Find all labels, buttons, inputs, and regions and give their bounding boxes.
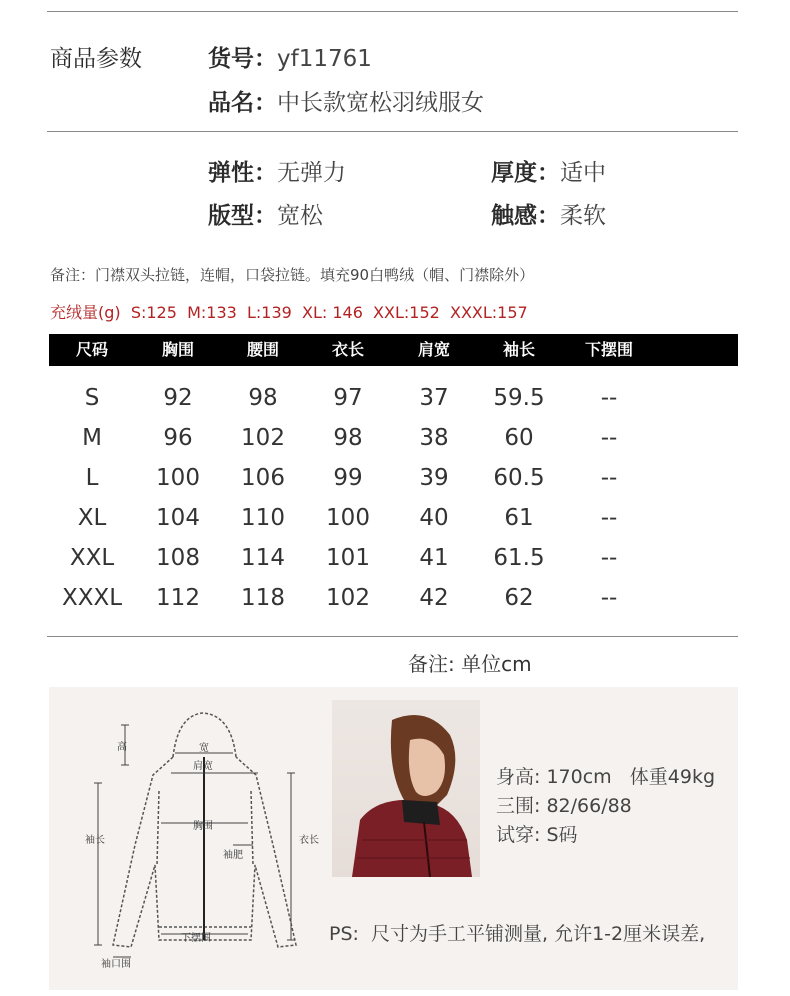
- attr-touch-value: 柔软: [560, 203, 606, 229]
- attr-elasticity: [208, 154, 346, 187]
- attr-fit-key: 版型：: [208, 203, 277, 229]
- table-cell: M: [82, 425, 102, 451]
- product-name-value: 中长款宽松羽绒服女: [277, 90, 484, 116]
- table-cell: XL: [77, 505, 107, 531]
- table-cell: 61: [504, 505, 534, 531]
- table-cell: XXL: [69, 545, 115, 571]
- diagram-label-shoulder: 肩宽: [193, 761, 213, 772]
- table-row: [49, 418, 738, 458]
- table-cell: 62: [504, 585, 534, 611]
- table-cell: 61.5: [493, 545, 545, 571]
- table-cell: 42: [419, 585, 449, 611]
- table-cell: 106: [241, 465, 285, 491]
- attr-thickness: [491, 154, 606, 187]
- diagram-label-hood-height: 高: [117, 742, 127, 753]
- params-section-label: 商品参数: [50, 46, 142, 72]
- table-divider: [47, 636, 738, 637]
- product-name: [208, 84, 484, 117]
- table-cell: --: [600, 385, 618, 411]
- table-cell: S: [84, 385, 100, 411]
- table-row: [49, 578, 738, 618]
- fill-weight-line: 充绒量(g) S:125 M:133 L:139 XL: 146 XXL:152 XXXL:157: [50, 303, 528, 322]
- table-cell: 96: [163, 425, 193, 451]
- attr-thickness-value: 适中: [560, 160, 606, 186]
- diagram-label-hem: 下摆围: [181, 933, 211, 944]
- table-cell: 102: [241, 425, 285, 451]
- table-row: [49, 538, 738, 578]
- th-chest: 胸围: [161, 340, 194, 359]
- measurement-disclaimer: PS: 尺寸为手工平铺测量, 允许1-2厘米误差,: [329, 923, 706, 945]
- diagram-label-sleeve: 袖长: [85, 835, 105, 846]
- table-cell: 108: [156, 545, 200, 571]
- table-cell: 99: [333, 465, 363, 491]
- diagram-label-chest: 胸围: [193, 821, 213, 832]
- attr-elasticity-key: 弹性：: [208, 160, 277, 186]
- params-divider: [47, 131, 738, 132]
- product-note: 备注：门襟双头拉链，连帽，口袋拉链。填充90白鸭绒（帽、门襟除外）: [50, 266, 535, 284]
- attr-fit-value: 宽松: [277, 203, 323, 229]
- th-waist: 腰围: [246, 340, 279, 359]
- model-height-weight: 身高: 170cm 体重49kg: [496, 766, 716, 788]
- table-cell: 98: [248, 385, 278, 411]
- model-photo: [332, 700, 480, 877]
- size-table-header: [49, 334, 738, 366]
- attr-thickness-key: 厚度：: [491, 160, 560, 186]
- table-cell: --: [600, 465, 618, 491]
- table-cell: 92: [163, 385, 193, 411]
- table-cell: --: [600, 425, 618, 451]
- table-cell: 100: [326, 505, 370, 531]
- measurement-diagram: [73, 695, 343, 985]
- diagram-label-cuff: 袖口围: [101, 959, 131, 970]
- th-sleeve: 袖长: [502, 340, 535, 359]
- attr-fit: [208, 197, 323, 230]
- table-cell: L: [85, 465, 99, 491]
- diagram-label-hood-width: 宽: [199, 743, 209, 754]
- table-row: [49, 458, 738, 498]
- attr-touch: [491, 197, 606, 230]
- top-divider: [47, 11, 738, 12]
- table-cell: 97: [333, 385, 363, 411]
- table-cell: 59.5: [493, 385, 545, 411]
- item-number-value: yf11761: [277, 46, 372, 72]
- table-cell: --: [600, 585, 618, 611]
- th-hem: 下摆围: [584, 340, 633, 359]
- model-illustration: [332, 700, 480, 877]
- table-cell: 38: [419, 425, 449, 451]
- item-number: [208, 40, 372, 73]
- unit-note: 备注: 单位cm: [408, 652, 532, 676]
- table-cell: --: [600, 545, 618, 571]
- table-cell: 39: [419, 465, 449, 491]
- th-length: 衣长: [331, 340, 364, 359]
- attr-elasticity-value: 无弹力: [277, 160, 346, 186]
- table-cell: 101: [326, 545, 370, 571]
- model-measurements: 三围: 82/66/88: [496, 795, 632, 817]
- product-name-key: 品名：: [208, 90, 277, 116]
- table-row: [49, 378, 738, 418]
- table-cell: 98: [333, 425, 363, 451]
- size-guide-panel: [49, 687, 738, 990]
- attr-touch-key: 触感：: [491, 203, 560, 229]
- table-cell: 37: [419, 385, 449, 411]
- table-cell: 112: [156, 585, 200, 611]
- item-number-key: 货号：: [208, 46, 277, 72]
- diagram-label-sleeve-width: 袖肥: [223, 850, 243, 861]
- table-cell: 102: [326, 585, 370, 611]
- diagram-label-length: 衣长: [299, 835, 319, 846]
- table-cell: 104: [156, 505, 200, 531]
- th-size: 尺码: [75, 340, 108, 359]
- table-cell: --: [600, 505, 618, 531]
- table-cell: 114: [241, 545, 285, 571]
- table-cell: 40: [419, 505, 449, 531]
- model-tried-size: 试穿: S码: [496, 824, 578, 846]
- table-cell: 118: [241, 585, 285, 611]
- table-cell: 41: [419, 545, 449, 571]
- table-cell: 60: [504, 425, 534, 451]
- th-shoulder: 肩宽: [417, 340, 450, 359]
- table-row: [49, 498, 738, 538]
- table-cell: 60.5: [493, 465, 545, 491]
- table-cell: 100: [156, 465, 200, 491]
- table-cell: 110: [241, 505, 285, 531]
- table-cell: XXXL: [61, 585, 123, 611]
